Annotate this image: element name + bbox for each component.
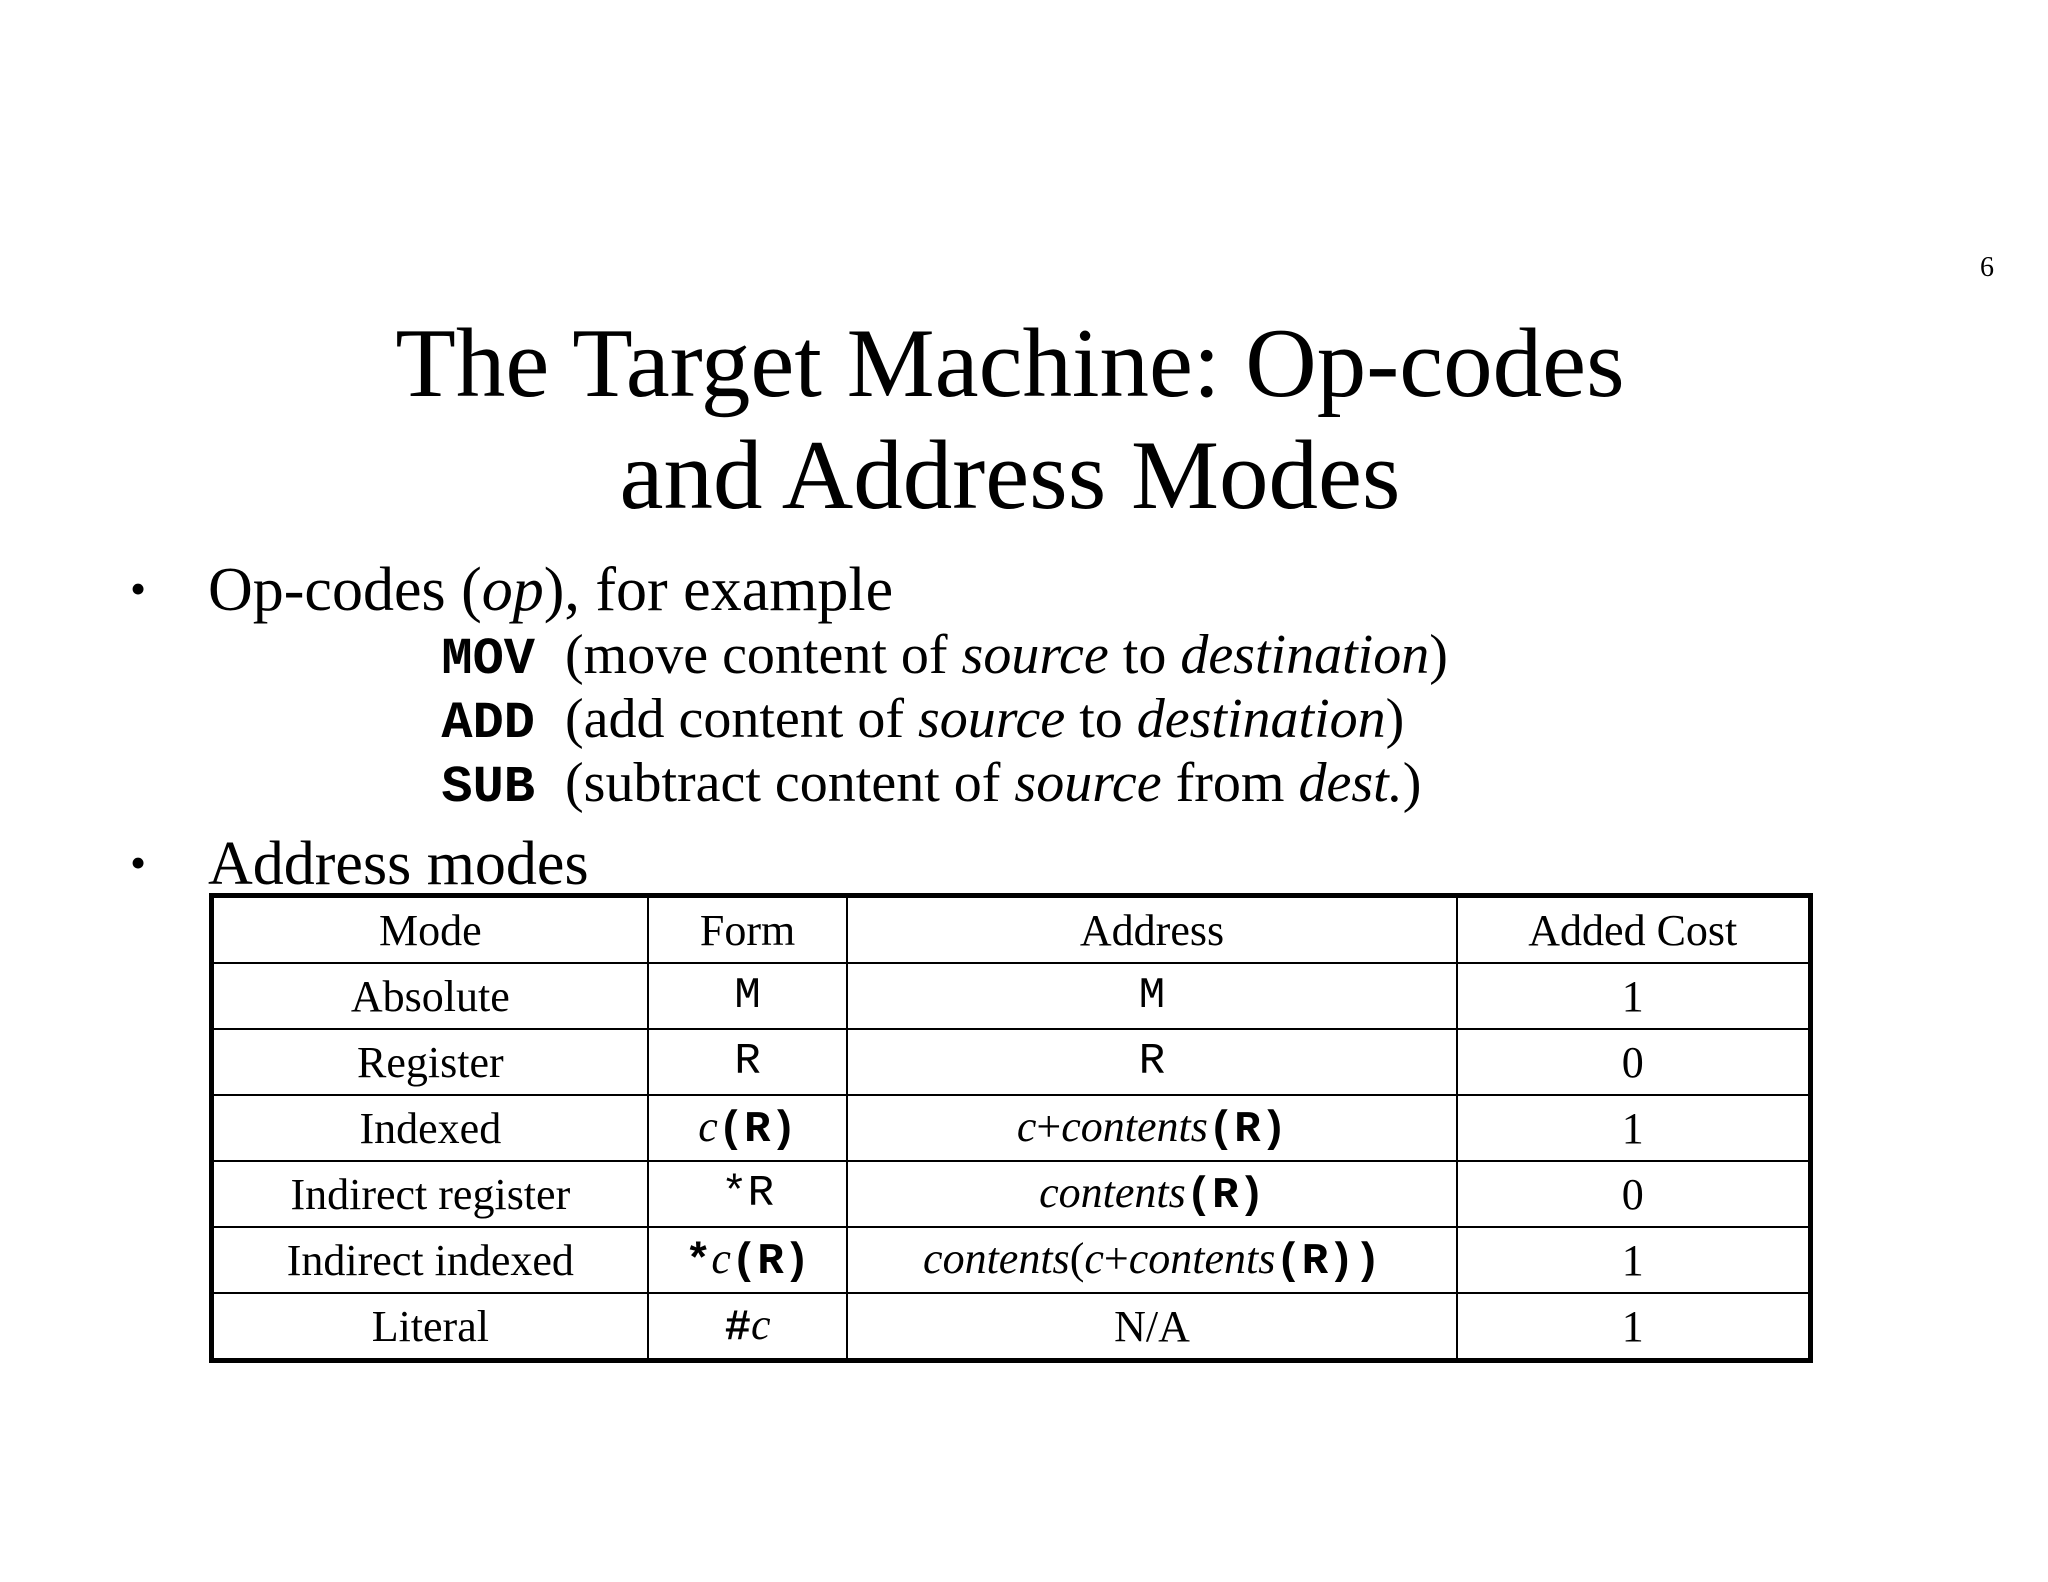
opcode-name: ADD	[441, 694, 535, 753]
slide-title-line-2: and Address Modes	[619, 421, 1401, 530]
table-cell-mode: Literal	[212, 1293, 648, 1361]
bullet-address-modes	[130, 830, 589, 897]
table-row	[212, 1293, 1811, 1361]
bullet-opcodes-suffix: ), for example	[543, 556, 894, 624]
table-cell-cost: 1	[1457, 963, 1811, 1029]
table-row	[212, 1095, 1811, 1161]
table-header-row	[212, 896, 1811, 964]
opcode-row-add	[335, 688, 1404, 755]
table-cell-form: *R	[648, 1161, 848, 1227]
table-cell-address: N/A	[847, 1293, 1456, 1361]
table-cell-form: *c(R)	[648, 1227, 848, 1293]
bullet-opcodes-prefix: Op-codes (	[208, 556, 482, 624]
opcode-description: (subtract content of source from dest.)	[565, 752, 1422, 814]
opcode-description: (move content of source to destination)	[565, 624, 1448, 686]
table-row	[212, 963, 1811, 1029]
table-cell-address: contents(R)	[847, 1161, 1456, 1227]
bullet-dot-icon: •	[130, 837, 147, 888]
table-cell-mode: Indexed	[212, 1095, 648, 1161]
table-cell-mode: Indirect register	[212, 1161, 648, 1227]
table-cell-form: M	[648, 963, 848, 1029]
table-header-address: Address	[847, 896, 1456, 964]
table-header-form: Form	[648, 896, 848, 964]
bullet-dot-icon: •	[130, 563, 147, 614]
opcode-row-mov	[335, 624, 1448, 691]
table-cell-mode: Register	[212, 1029, 648, 1095]
slide-title-line-1: The Target Machine: Op-codes	[395, 309, 1625, 418]
bullet-address-modes-label: Address modes	[208, 830, 589, 898]
address-modes-table	[209, 893, 1813, 1363]
opcode-row-sub	[335, 752, 1421, 819]
table-cell-cost: 1	[1457, 1095, 1811, 1161]
table-cell-cost: 0	[1457, 1029, 1811, 1095]
bullet-opcodes-op: op	[481, 556, 544, 624]
table-cell-cost: 1	[1457, 1227, 1811, 1293]
opcode-name: MOV	[441, 630, 535, 689]
table-cell-address: c+contents(R)	[847, 1095, 1456, 1161]
table-cell-cost: 0	[1457, 1161, 1811, 1227]
page-number: 6	[1980, 252, 1994, 283]
table-row	[212, 1161, 1811, 1227]
table-cell-cost: 1	[1457, 1293, 1811, 1361]
table-cell-form: R	[648, 1029, 848, 1095]
slide-title	[0, 308, 2020, 532]
table-header-mode: Mode	[212, 896, 648, 964]
opcode-description: (add content of source to destination)	[565, 688, 1405, 750]
table-cell-address: contents(c+contents(R))	[847, 1227, 1456, 1293]
table-cell-address: M	[847, 963, 1456, 1029]
table-cell-form: #c	[648, 1293, 848, 1361]
bullet-opcodes	[130, 556, 893, 623]
table-row	[212, 1029, 1811, 1095]
table-cell-mode: Absolute	[212, 963, 648, 1029]
table-row	[212, 1227, 1811, 1293]
table-cell-form: c(R)	[648, 1095, 848, 1161]
table-header-added-cost: Added Cost	[1457, 896, 1811, 964]
opcode-name: SUB	[441, 758, 535, 817]
table-cell-address: R	[847, 1029, 1456, 1095]
table-cell-mode: Indirect indexed	[212, 1227, 648, 1293]
